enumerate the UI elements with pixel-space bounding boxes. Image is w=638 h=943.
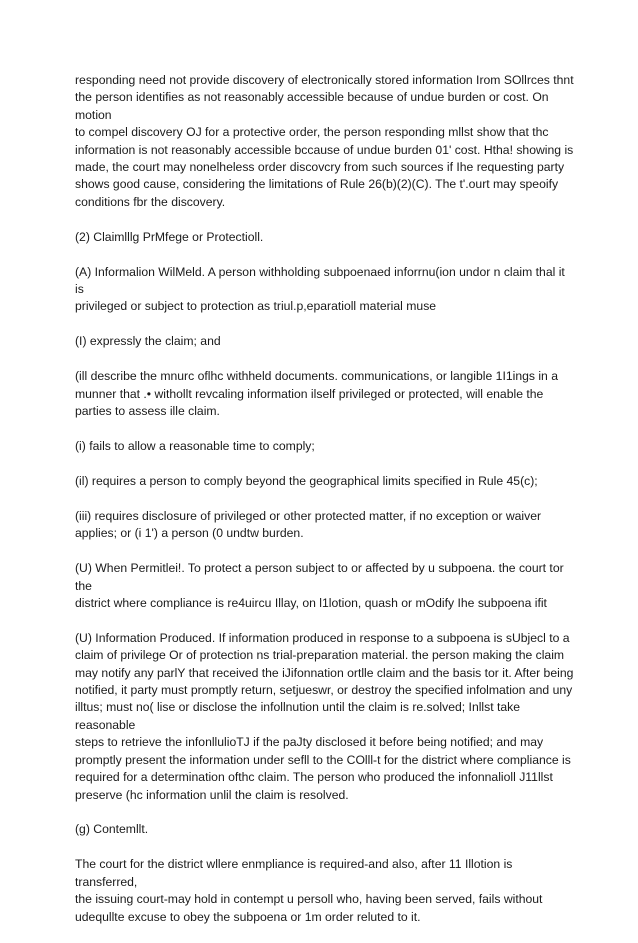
heading-claiming-privilege: (2) Claimlllg PrMfege or Protectioll. — [75, 229, 264, 244]
paragraph-information-withheld: (A) Informalion WilMeld. A person withholding subpoenaed inforrnu(ion undor n claim thal it is privileged or subject to protection as triul.p,eparatioll material muse — [75, 264, 565, 314]
paragraph-electronic-discovery: responding need not provide discovery of electronically stored information Irom SOllrces thnt the person identifies as not reasonably accessible because of undue burden or cost. On motion to compel discovery OJ for a protective order, the person responding mllst show that thc information is not reasonably accessible bccause of undue burden 01' cost. Htha! showing is made, the court may nonelheless order discovcry from such sources if Ihe requesting party shows good cause, considering the limitations of Rule 26(b)(2)(C). The t'.ourt may speoify conditions fbr the discovery. — [75, 73, 574, 209]
document-page — [75, 72, 575, 943]
list-item-describe-documents: (ill describe the mnurc oflhc withheld documents. communications, or langible 1I1ings in a munner that .• withollt revcaling information ilself privileged or protected, will enable the parties to assess ille claim. — [75, 369, 559, 419]
paragraph-information-produced: (U) Information Produced. If information produced in response to a subpoena is sUbjecl to a claim of privilege Or of protection ns trial-preparation material. the person making the claim may notify any parlY that received the iJifonnation ortlle claim and the basis tor it. After being notified, it party must promptly return, setjueswr, or destroy the specified infolmation and uny illtus; must no( lise or disclose the infollnution until the claim is re.solved; Inllst take reasonable steps to retrieve the infonllulioTJ if the paJty disclosed it before being notified; and may promptly present the information under sefll to the COlll-t for the district where compliance is required for a determination ofthc claim. The person who produced the infonnalioll J11llst preserve (hc information unlil the claim is resolved. — [75, 630, 574, 802]
paragraph-contempt: The court for the district wllere enmpliance is required-and also, after 11 Illotion is transferred, the issuing court-may hold in contempt u persoll who, having been served, fails without udequllte excuse to obey the subpoena or 1m order reluted to it. — [75, 857, 543, 924]
list-item-geographical-limits: (il) requires a person to comply beyond the geographical limits specified in Rule 45(c); — [75, 473, 538, 488]
paragraph-when-permitted: (U) When Permitlei!. To protect a person subject to or affected by u subpoena. the court tor the district where compliance is re4uircu Illay, on l1lotion, quash or mOdify Ihe subpoena ifit — [75, 561, 564, 610]
list-item-privileged-disclosure: (iii) requires disclosure of privileged or other protected matter, if no exception or waiver applies; or (i 1') a person (0 undtw burden. — [75, 508, 542, 541]
heading-contempt: (g) Contemllt. — [75, 822, 149, 837]
list-item-fails-reasonable-time: (i) fails to allow a reasonable time to comply; — [75, 439, 315, 453]
list-item-expressly-claim: (I) expressly the claim; and — [75, 334, 221, 349]
